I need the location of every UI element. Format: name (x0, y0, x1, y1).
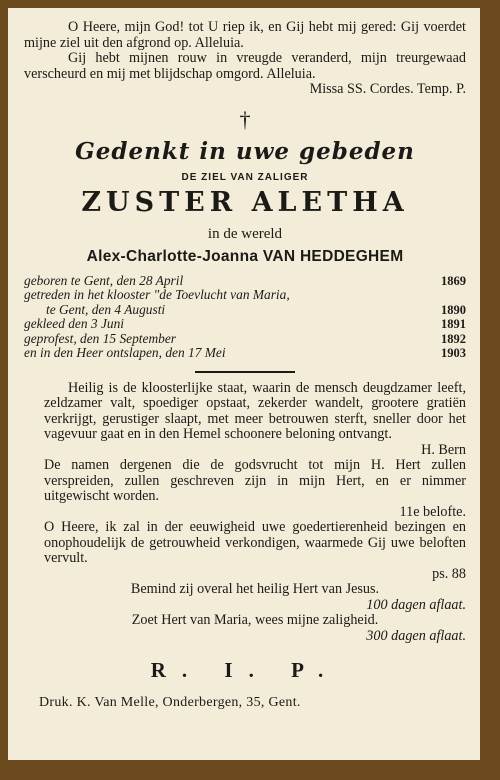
rip-text: R. I. P. (150, 658, 340, 682)
date-year: 1892 (441, 331, 466, 346)
date-year: 1903 (441, 346, 466, 360)
quotes-section (24, 381, 466, 645)
date-year: 1890 (441, 302, 466, 317)
prayer-text-2: Gij hebt mijnen rouw in vreugde veranderd, mijn treurgewaad verscheurd en mij met blijdschap omgord. Alleluia. (24, 50, 466, 82)
quote-psalm: O Heere, ik zal in der eeuwigheid uwe goedertierenheid bezingen en onophoudelijk de getrouwheid verkondigen, waarmede Gij uwe beloften vervult. (44, 519, 466, 566)
heading: Gedenkt in uwe gebeden (75, 137, 415, 165)
life-dates (24, 274, 466, 361)
quote-promise: De namen dergenen die de godsvrucht tot mijn H. Hert zullen verspreiden, zullen geschreven zijn in mijn Hert, en er nimmer uitgewischt worden. (44, 457, 466, 504)
date-row (24, 346, 466, 361)
cross-icon: † (239, 106, 251, 132)
date-year: 1869 (441, 273, 466, 288)
date-row (24, 288, 466, 303)
date-year: 1891 (441, 317, 466, 331)
date-row (24, 332, 466, 347)
date-row (24, 274, 466, 289)
prayer-text-1: O Heere, mijn God! tot U riep ik, en Gij hebt mij gered: Gij voerdet mijne ziel uit den afgrond op. Alleluia. (24, 19, 466, 51)
date-text: te Gent, den 4 Augusti (46, 301, 166, 317)
mass-citation: Missa SS. Cordes. Temp. P. (309, 81, 466, 97)
mass-citation-row (24, 82, 466, 98)
full-name: Alex-Charlotte-Joanna VAN HEDDEGHEM (86, 247, 404, 265)
deceased-name: ZUSTER ALETHA (81, 186, 409, 218)
divider (195, 371, 295, 373)
quote-bernardus-author: H. Bern (421, 441, 466, 458)
date-text: en in den Heer ontslapen, den 17 Mei (24, 345, 226, 360)
prayer-jesus: Bemind zij overal het heilig Hert van Jesus. (130, 581, 380, 597)
date-text: geboren te Gent, den 28 April (24, 272, 184, 288)
quote-promise-ref: 11e belofte. (399, 503, 466, 520)
prayer-maria: Zoet Hert van Maria, wees mijne zaligheid. (131, 612, 379, 628)
printer-line: Druk. K. Van Melle, Onderbergen, 35, Gent. (39, 695, 301, 710)
date-text: geprofest, den 15 September (24, 330, 176, 346)
date-text: gekleed den 3 Juni (24, 316, 125, 331)
quote-bernardus: Heilig is de kloosterlijke staat, waarin de mensch deugdzamer leeft, zeldzamer valt, spoediger opstaat, zekerder wandelt, grootere gratiën verkrijgt, gerustiger slaapt, met meer betrouwen sterft, sneller door het vagevuur gaat en in den Hemel schoonere beloning ontvangt. (44, 379, 466, 442)
date-row (24, 317, 466, 332)
indulgence-jesus: 100 dagen aflaat. (366, 596, 466, 613)
memorial-card (8, 8, 480, 760)
quote-psalm-ref: ps. 88 (432, 565, 466, 582)
subheading: DE ZIEL VAN ZALIGER (181, 171, 309, 183)
date-row (24, 303, 466, 318)
indulgence-maria: 300 dagen aflaat. (366, 627, 466, 644)
in-world-label: in de wereld (207, 225, 283, 242)
date-text: getreden in het klooster "de Toevlucht van Maria, (24, 287, 290, 302)
